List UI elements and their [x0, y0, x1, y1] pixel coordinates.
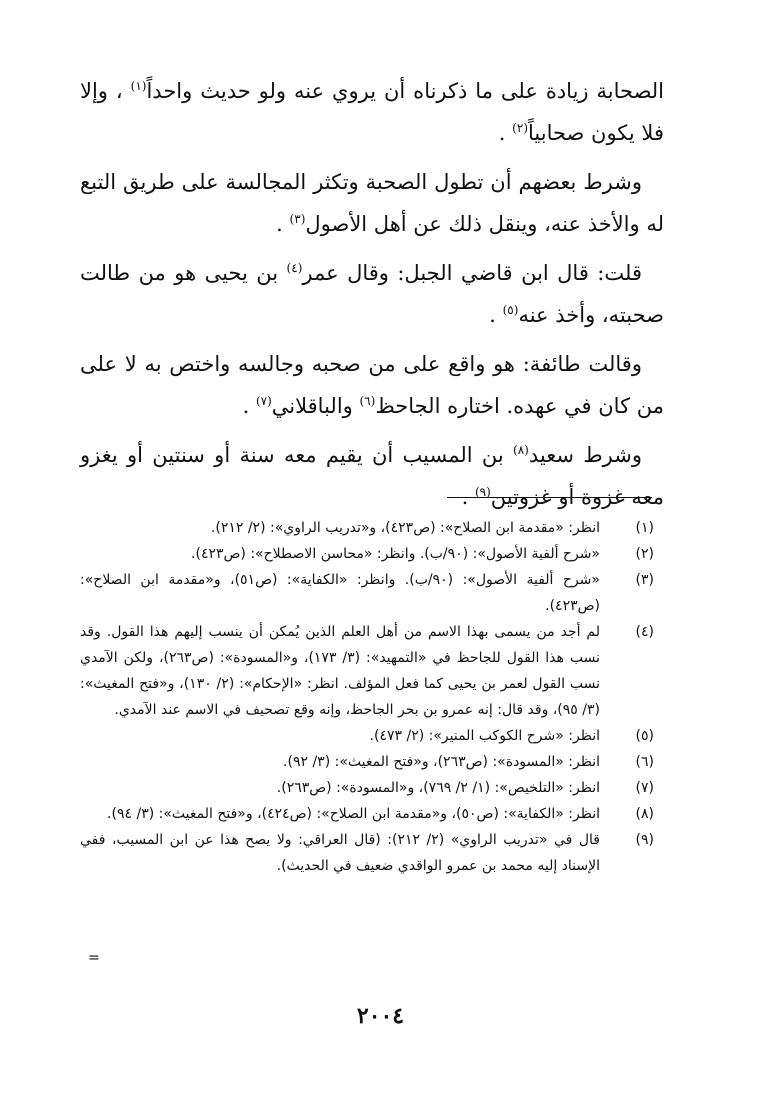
paragraph-5: وشرط سعيد$^{(٨)}$ بن المسيب أن يقيم معه سنة أو سنتين أو يغزو معه غزوة أو غزوتين$^{(٩)}$ . — [80, 443, 664, 509]
footnote — [80, 541, 654, 567]
page-number: ٢٠٠٤ — [356, 1003, 405, 1029]
footnote-ref-6: (٦) — [359, 394, 376, 408]
footnote — [80, 723, 654, 749]
footnote-ref-9: (٩) — [474, 485, 491, 499]
footnote-number: (١) — [635, 520, 654, 536]
footnote — [80, 801, 654, 827]
footnote — [80, 619, 654, 723]
footnote-ref-5: (٥) — [502, 303, 519, 317]
footnote-number: (٤) — [635, 624, 654, 640]
footnote-text: انظر: «التلخيص»: (١/ ٢/ ٧٦٩)، و«المسودة»: (ص٢٦٣). — [276, 780, 600, 796]
footnote-ref-2: (٢) — [512, 121, 528, 135]
continuation-mark: = — [88, 950, 100, 966]
footnote-ref-3: (٣) — [289, 212, 306, 226]
paragraph-1: الصحابة زيادة على ما ذكرناه أن يروي عنه ولو حديث واحداً$^{(١)}$ ، وإلا فلا يكون صحابياً$^{(٢)}$ . — [80, 79, 665, 145]
footnote-number: (٧) — [635, 780, 654, 796]
footnote-ref-8: (٨) — [513, 443, 529, 457]
paragraph-4: وقالت طائفة: هو واقع على من صحبه وجالسه واختص به لا على من كان في عهده. اختاره الجاحظ$^{(٦)}$ والباقلاني$^{(٧)}$ . — [80, 352, 664, 418]
footnote-text: انظر: «المسودة»: (ص٢٦٣)، و«فتح المغيث»: (٣/ ٩٢). — [283, 754, 600, 770]
footnote-text: «شرح ألفية الأصول»: (٩٠/ب). وانظر: «الكفاية»: (ص٥١)، و«مقدمة ابن الصلاح»: (ص٤٢٣). — [80, 572, 600, 614]
footnote-number: (٥) — [635, 728, 654, 744]
footnote-number: (٨) — [635, 806, 654, 822]
footnote-number: (٦) — [635, 754, 654, 770]
footnote-ref-7: (٧) — [255, 394, 272, 408]
footnote-ref-4: (٤) — [286, 261, 303, 275]
paragraph-3: قلت: قال ابن قاضي الجبل: وقال عمر$^{(٤)}$ بن يحيى هو من طالت صحبته، وأخذ عنه$^{(٥)}$ . — [80, 261, 664, 327]
footnote — [80, 567, 654, 619]
footnote — [80, 827, 654, 879]
footnote-text: لم أجد من يسمى بهذا الاسم من أهل العلم الذين يُمكن أن ينسب إليهم هذا القول. وقد نسب هذا القول للجاحظ في «التمهيد»: (٣/ ١٧٣)، و«المسودة»: (ص٢٦٣)، ولكن الآمدي نسب القول لعمر بن يحيى كما فعل المؤلف. انظر: «الإحكام»: (٢/ ١٣٠)، و«فتح المغيث»: (٣/ ٩٥)، وقد قال: إنه عمرو بن بحر الجاحظ، وإنه وقع تصحيف في الاسم عند الآمدي. — [80, 624, 600, 718]
footnote-number: (٩) — [635, 832, 654, 848]
footnote-text: انظر: «مقدمة ابن الصلاح»: (ص٤٢٣)، و«تدريب الراوي»: (٢/ ٢١٢). — [210, 520, 600, 536]
footnote-number: (٢) — [635, 546, 654, 562]
footnote — [80, 749, 654, 775]
footnote-text: «شرح ألفية الأصول»: (٩٠/ب). وانظر: «محاسن الاصطلاح»: (ص٤٢٣). — [191, 546, 600, 562]
footnote — [80, 515, 654, 541]
footnote-separator — [447, 497, 652, 498]
paragraph-2: وشرط بعضهم أن تطول الصحبة وتكثر المجالسة على طريق التبع له والأخذ عنه، وينقل ذلك عن أهل الأصول$^{(٣)}$ . — [80, 170, 664, 236]
footnotes — [80, 515, 654, 879]
main-text — [80, 70, 664, 525]
footnote-text: قال في «تدريب الراوي» (٢/ ٢١٢): (قال العراقي: ولا يصح هذا عن ابن المسيب، ففي الإسناد إليه محمد بن عمرو الواقدي ضعيف في الحديث). — [80, 832, 600, 874]
footnote-ref-1: (١) — [130, 79, 147, 93]
footnote — [80, 775, 654, 801]
footnote-text: انظر: «الكفاية»: (ص٥٠)، و«مقدمة ابن الصلاح»: (ص٤٢٤)، و«فتح المغيث»: (٣/ ٩٤). — [107, 806, 600, 822]
footnote-number: (٣) — [635, 572, 654, 588]
footnote-text: انظر: «شرح الكوكب المنير»: (٢/ ٤٧٣). — [369, 728, 600, 744]
